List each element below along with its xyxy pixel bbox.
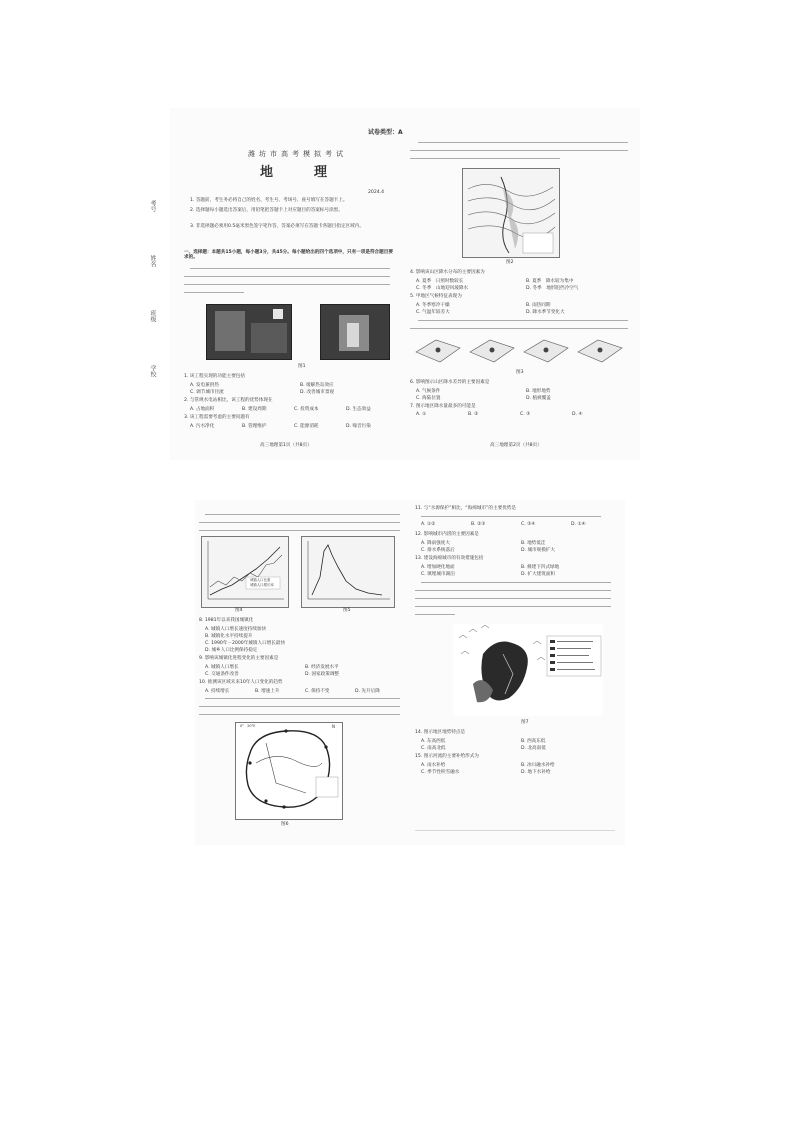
option: D. 降水季节变化大 (526, 310, 565, 315)
option: B. 西高东低 (521, 739, 546, 744)
binding-label: 学校 (149, 365, 156, 377)
binding-label: 姓名 (149, 255, 156, 267)
option: C. 调节城市径流 (190, 390, 224, 395)
question-8: 8. 1981年以来我国城镇化 (199, 618, 254, 623)
figure-4-chart (201, 536, 289, 608)
option: B. 建设周期 (242, 407, 267, 412)
option: B. 修建下凹式绿地 (521, 565, 560, 570)
option: D. 改善城市景观 (300, 390, 335, 395)
text-line (410, 328, 628, 329)
option: A. 污水净化 (190, 424, 215, 429)
option: A. ① (416, 412, 427, 417)
figure-6-map (235, 722, 343, 820)
question-14: 14. 图示地区地势特点是 (415, 730, 466, 735)
text-line (410, 150, 628, 151)
option: C. 冬季 山地迎风坡降水 (416, 286, 469, 291)
option: B. 缓解热岛效应 (300, 383, 334, 388)
text-line (184, 276, 390, 277)
exam-title: 潍坊市高考模拟考试 (248, 150, 347, 158)
option: A. 气候条件 (416, 389, 441, 394)
option: A. 降雨强度大 (421, 541, 450, 546)
binding-label: 考号 (149, 200, 156, 212)
option: A. 夏季 日照时数较长 (416, 279, 464, 284)
option: D. ①④ (571, 522, 586, 527)
figure-1-photo-a (206, 304, 292, 360)
binding-strip (128, 180, 171, 395)
option: B. 地势低洼 (521, 541, 546, 546)
option: C. 1990年－2000年城镇人口增长最快 (205, 641, 286, 646)
text-line (184, 292, 244, 293)
text-line (415, 590, 611, 591)
figure-4-caption: 图4 (235, 608, 243, 613)
option: A. 发电兼供热 (190, 383, 219, 388)
text-line (415, 614, 455, 615)
option: A. 城镇人口增长速度持续加快 (205, 627, 267, 632)
option: C. 填埋城市湖泊 (421, 572, 455, 577)
option: B. 雨热同期 (526, 303, 551, 308)
option: C. 投资成本 (294, 407, 319, 412)
option: B. ② (468, 412, 479, 417)
figure-7-caption: 图7 (521, 720, 529, 725)
option: D. 城市规模扩大 (521, 548, 556, 553)
option: C. 海陆位置 (416, 396, 441, 401)
question-13: 13. 建设海绵城市的有效措施包括 (415, 556, 484, 561)
text-line (415, 598, 611, 599)
option: C. ③④ (521, 522, 536, 527)
text-line (410, 158, 560, 159)
figure-1-caption: 图1 (298, 364, 306, 369)
option: A. 冬季寒冷干燥 (416, 303, 450, 308)
question-12: 12. 影响城市内涝的主要因素是 (415, 532, 479, 537)
option: B. ②③ (471, 522, 486, 527)
question-9: 9. 影响该城镇化进程变化的主要因素是 (199, 656, 279, 661)
figure-6-caption: 图6 (281, 822, 289, 827)
note-2: 2. 选择题每小题选出答案后，用铅笔把答题卡上对应题目的答案标号涂黑。 (190, 208, 343, 213)
option: B. 地形地势 (526, 389, 551, 394)
text-line (418, 142, 628, 143)
text-line (199, 530, 400, 531)
question-2: 2. 与常规水电站相比，该工程的优势体现在 (184, 398, 273, 403)
option: A. 雨水补给 (421, 763, 446, 768)
text-line (190, 268, 390, 269)
question-6: 6. 影响图示山区降水差异的主要因素是 (410, 380, 490, 385)
option: A. 东高西低 (421, 739, 446, 744)
option: D. 先升后降 (355, 689, 380, 694)
text-line (184, 284, 390, 285)
option: D. 城乡人口比例保持稳定 (205, 648, 258, 653)
option: A. 持续增长 (205, 689, 230, 694)
north-arrow-label: N (332, 724, 335, 729)
text-line (205, 514, 400, 515)
option: D. 植被覆盖 (526, 396, 551, 401)
section-title: 一、选择题：本题共15小题，每小题3分，共45分。每小题给出的四个选项中，只有一项是符合题目要求的。 (184, 250, 393, 261)
exam-page-top (170, 108, 640, 460)
text-line (418, 320, 628, 321)
figure-3-caption: 图3 (516, 370, 524, 375)
option: D. 地下水补给 (521, 770, 551, 775)
figure-7-map (453, 624, 603, 716)
text-line (199, 714, 400, 715)
exam-page-bottom (195, 500, 625, 845)
text-line (205, 698, 400, 699)
legend-entry: 城镇人口增长率 (250, 583, 274, 587)
divider (415, 830, 615, 831)
question-7: 7. 图示地区降水量最多的可能是 (410, 404, 476, 409)
text-line (421, 582, 611, 583)
binding-label: 班级 (149, 310, 156, 322)
question-15: 15. 图示河流的主要补给形式为 (415, 754, 479, 759)
figure-3-diagrams (412, 336, 632, 366)
option: A. 占地面积 (190, 407, 215, 412)
figure-1-photo-b (320, 304, 390, 360)
question-10: 10. 推测该区域未来10年人口变化的趋势 (199, 680, 283, 685)
option: C. 保持不变 (305, 689, 330, 694)
option: D. 北高南低 (521, 746, 546, 751)
legend-entry: 城镇人口比重 (250, 578, 271, 582)
option: A. 城镇人口增长 (205, 665, 239, 670)
note-1: 1. 答题前，考生务必将自己的姓名、考生号、考场号、座号填写在答题卡上。 (190, 198, 348, 203)
note-3: 3. 非选择题必须用0.5毫米黑色签字笔作答，答案必须写在答题卡各题目指定区域内。 (190, 224, 364, 229)
question-3: 3. 该工程需要考虑的主要问题有 (184, 415, 250, 420)
option: C. ③ (520, 412, 531, 417)
option: B. 增速上升 (255, 689, 280, 694)
question-11: 11. 与“水源保护”相比，“海绵城市”的主要优势是 (415, 506, 516, 511)
option: B. 夏季 降水较为集中 (526, 279, 574, 284)
question-5: 5. 甲地区气候特征表现为 (410, 294, 462, 299)
map-coordinate-label: 0° 20°E (240, 724, 256, 728)
option: C. 季节性积雪融水 (421, 770, 460, 775)
option: D. 噪音污染 (346, 424, 371, 429)
figure-2-map (462, 168, 560, 258)
option: D. 扩大建筑面积 (521, 572, 556, 577)
text-line (199, 522, 400, 523)
text-line (415, 606, 611, 607)
option: C. 南高北低 (421, 746, 446, 751)
option: A. ①② (421, 522, 436, 527)
figure-5-chart (301, 536, 395, 608)
option: D. 国家政策调整 (305, 672, 340, 677)
option: D. 冬季 地形阻挡冷空气 (526, 286, 579, 291)
figure-2-caption: 图2 (506, 260, 514, 265)
exam-date: 2024.4 (368, 190, 385, 195)
option: C. 气温年较差大 (416, 310, 450, 315)
option: C. 交通条件改善 (205, 672, 239, 677)
question-4: 4. 影响该山区降水分布的主要因素为 (410, 270, 485, 275)
option: B. 冰川融水补给 (521, 763, 555, 768)
question-1: 1. 该工程实现的功能主要包括 (184, 374, 245, 379)
option: C. 能源消耗 (294, 424, 319, 429)
page-footer-2: 高三地理第2页（共8页） (490, 443, 542, 448)
option: B. 城镇化水平持续提升 (205, 634, 253, 639)
option: D. ④ (572, 412, 583, 417)
option: D. 生态效益 (346, 407, 371, 412)
figure-5-caption: 图5 (343, 608, 351, 613)
page-footer-1: 高三地理第1页（共8页） (260, 443, 312, 448)
text-line (199, 706, 400, 707)
option: B. 经济发展水平 (305, 665, 339, 670)
option: C. 排水系统落后 (421, 548, 455, 553)
option: A. 增加硬化地面 (421, 565, 455, 570)
subject-title: 地 理 (260, 165, 342, 180)
paper-type: 试卷类型：A (368, 129, 403, 136)
option: B. 管理维护 (242, 424, 267, 429)
text-line (421, 516, 601, 517)
